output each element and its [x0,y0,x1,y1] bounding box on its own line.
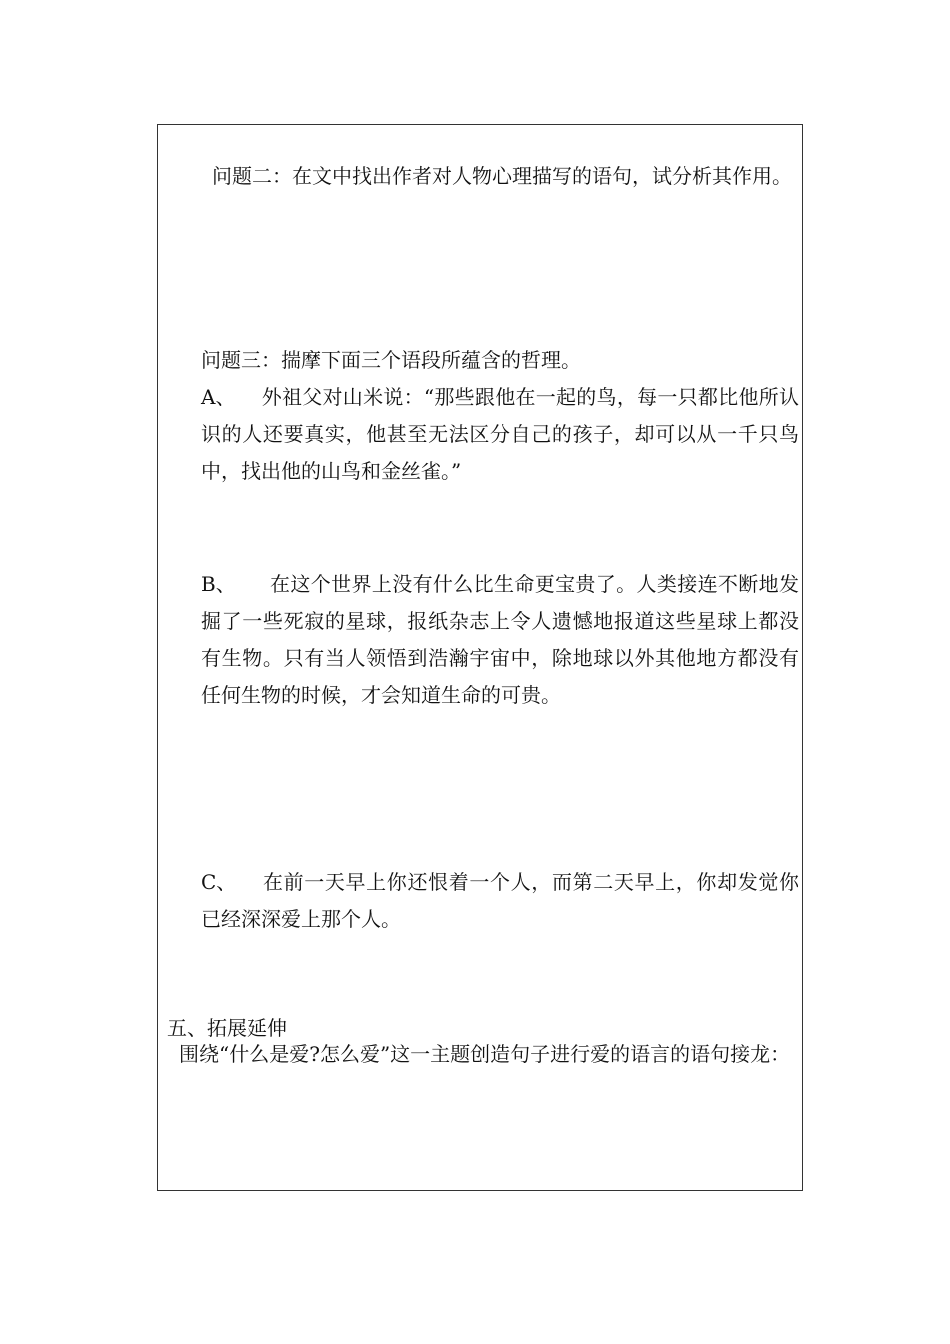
passage-b-tag: B、 [201,572,236,596]
section-five-body: 围绕“什么是爱?怎么爱”这一主题创造句子进行爱的语言的语句接龙： [179,1042,791,1066]
passage-c [201,864,799,938]
passage-a [201,379,799,490]
question-two: 问题二：在文中找出作者对人物心理描写的语句，试分析其作用。 [212,164,792,188]
passage-b-text: 在这个世界上没有什么比生命更宝贵了。人类接连不断地发掘了一些死寂的星球，报纸杂志上令人遗憾地报道这些星球上都没有生物。只有当人领悟到浩瀚宇宙中，除地球以外其他地方都没有任何生物的时候，才会知道生命的可贵。 [201,572,799,707]
passage-a-text: 外祖父对山米说：“那些跟他在一起的鸟，每一只都比他所认识的人还要真实，他甚至无法区分自己的孩子，却可以从一千只鸟中，找出他的山鸟和金丝雀。” [201,385,799,483]
section-five-heading: 五、拓展延伸 [167,1016,287,1040]
question-three-title: 问题三：揣摩下面三个语段所蕴含的哲理。 [201,348,581,372]
passage-c-text: 在前一天早上你还恨着一个人，而第二天早上，你却发觉你已经深深爱上那个人。 [201,870,799,931]
passage-a-tag: A、 [201,385,236,409]
passage-b [201,566,799,714]
passage-c-tag: C、 [201,870,237,894]
